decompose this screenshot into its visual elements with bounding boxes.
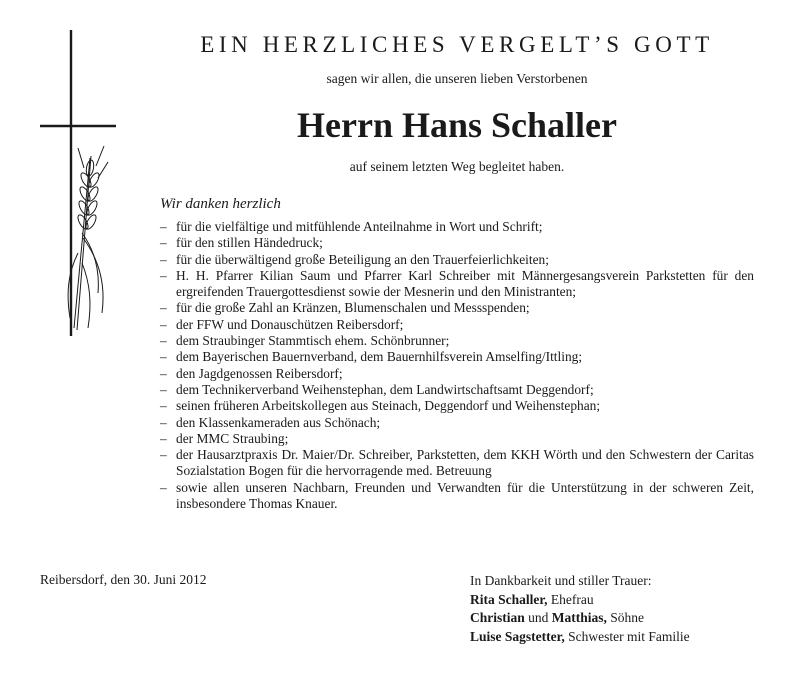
dash-marker: – <box>160 316 167 332</box>
dash-marker: – <box>160 365 167 381</box>
mourner-relation: Schwester mit Familie <box>568 628 690 644</box>
signoff-line: In Dankbarkeit und stiller Trauer: <box>470 573 652 588</box>
thanks-heading: Wir danken herzlich <box>160 196 281 212</box>
thanks-item <box>160 398 754 414</box>
dash-marker: – <box>160 235 167 251</box>
mourner-relation: Ehefrau <box>550 591 594 607</box>
thanks-item-text: der Hausarztpraxis Dr. Maier/Dr. Schreiber, Parkstetten, dem KKH Wörth und den Schwestern der Caritas Sozialstation Bogen für die hervorragende med. Betreuung <box>176 447 754 479</box>
thanks-item-text: H. H. Pfarrer Kilian Saum und Pfarrer Karl Schreiber mit Männergesangsverein Parkstetten für den ergreifenden Trauergottesdienst sowie der Mesnerin und den Ministranten; <box>176 267 754 300</box>
thanks-item <box>160 415 754 431</box>
thanks-item <box>160 431 754 447</box>
thanks-item-text: dem Bayerischen Bauernverband, dem Bauernhilfsverein Amselfing/Ittling; <box>176 349 583 365</box>
thanks-item <box>160 219 754 235</box>
thanks-item-text: der MMC Straubing; <box>176 430 289 446</box>
thanks-item-text: dem Straubinger Stammtisch ehem. Schönbrunner; <box>176 333 450 349</box>
thanks-item-text: der FFW und Donauschützen Reibersdorf; <box>176 316 404 332</box>
dash-marker: – <box>160 219 167 234</box>
mourner-line <box>470 628 690 647</box>
thanks-item-text: für die überwältigend große Beteiligung an den Trauerfeierlichkeiten; <box>176 251 549 267</box>
headline: EIN HERZLICHES VERGELT’S GOTT <box>200 32 714 57</box>
mourner-line <box>470 591 690 610</box>
mourner-name: Matthias, <box>551 610 607 625</box>
dash-marker: – <box>160 381 167 397</box>
mourner-relation: Söhne <box>610 610 645 625</box>
dash-marker: – <box>160 251 167 267</box>
mourner-name: Rita Schaller, <box>470 591 548 607</box>
thanks-item-text: für die vielfältige und mitfühlende Anteilnahme in Wort und Schrift; <box>176 219 543 234</box>
dash-marker: – <box>160 398 167 414</box>
thanks-item <box>160 333 754 349</box>
thanks-item <box>160 349 754 365</box>
mourner-line <box>470 609 690 628</box>
mourner-join: und <box>528 610 549 625</box>
thanks-item <box>160 447 754 480</box>
dash-marker: – <box>160 447 167 463</box>
thanks-list <box>160 219 754 512</box>
dash-marker: – <box>160 333 167 349</box>
place-date: Reibersdorf, den 30. Juni 2012 <box>40 572 207 587</box>
thanks-item-text: seinen früheren Arbeitskollegen aus Steinach, Deggendorf und Weihenstephan; <box>176 398 601 414</box>
mourner-name: Luise Sagstetter, <box>470 628 565 644</box>
signoff-block <box>470 572 690 646</box>
thanks-item <box>160 366 754 382</box>
dash-marker: – <box>160 349 167 365</box>
thanks-item-text: dem Technikerverband Weihenstephan, dem Landwirtschaftsamt Deggendorf; <box>176 381 594 397</box>
cross-wheat-emblem <box>38 28 118 338</box>
thanks-item <box>160 382 754 398</box>
intro-text: sagen wir allen, die unseren lieben Verstorbenen <box>326 71 588 86</box>
dash-marker: – <box>160 430 167 446</box>
wheat-ear-icon <box>68 146 108 330</box>
thanks-item-text: für die große Zahl an Kränzen, Blumenschalen und Messspenden; <box>176 300 530 316</box>
dash-marker: – <box>160 300 167 316</box>
dash-marker: – <box>160 414 167 430</box>
thanks-item-text: den Jagdgenossen Reibersdorf; <box>176 365 343 381</box>
dash-marker: – <box>160 479 167 495</box>
dash-marker: – <box>160 267 167 283</box>
mourner-name: Christian <box>470 610 525 625</box>
thanks-item <box>160 268 754 301</box>
thanks-item-text: für den stillen Händedruck; <box>176 235 323 251</box>
thanks-item <box>160 252 754 268</box>
outro-text: auf seinem letzten Weg begleitet haben. <box>349 159 565 174</box>
thanks-item <box>160 480 754 513</box>
thanks-item-text: sowie allen unseren Nachbarn, Freunden und Verwandten für die Unterstützung in der schweren Zeit, insbesondere Thomas Knauer. <box>176 479 754 512</box>
thanks-item <box>160 300 754 316</box>
thanks-item-text: den Klassenkameraden aus Schönach; <box>176 414 381 430</box>
thanks-item <box>160 317 754 333</box>
thanks-item <box>160 235 754 251</box>
deceased-name: Herrn Hans Schaller <box>297 105 617 145</box>
